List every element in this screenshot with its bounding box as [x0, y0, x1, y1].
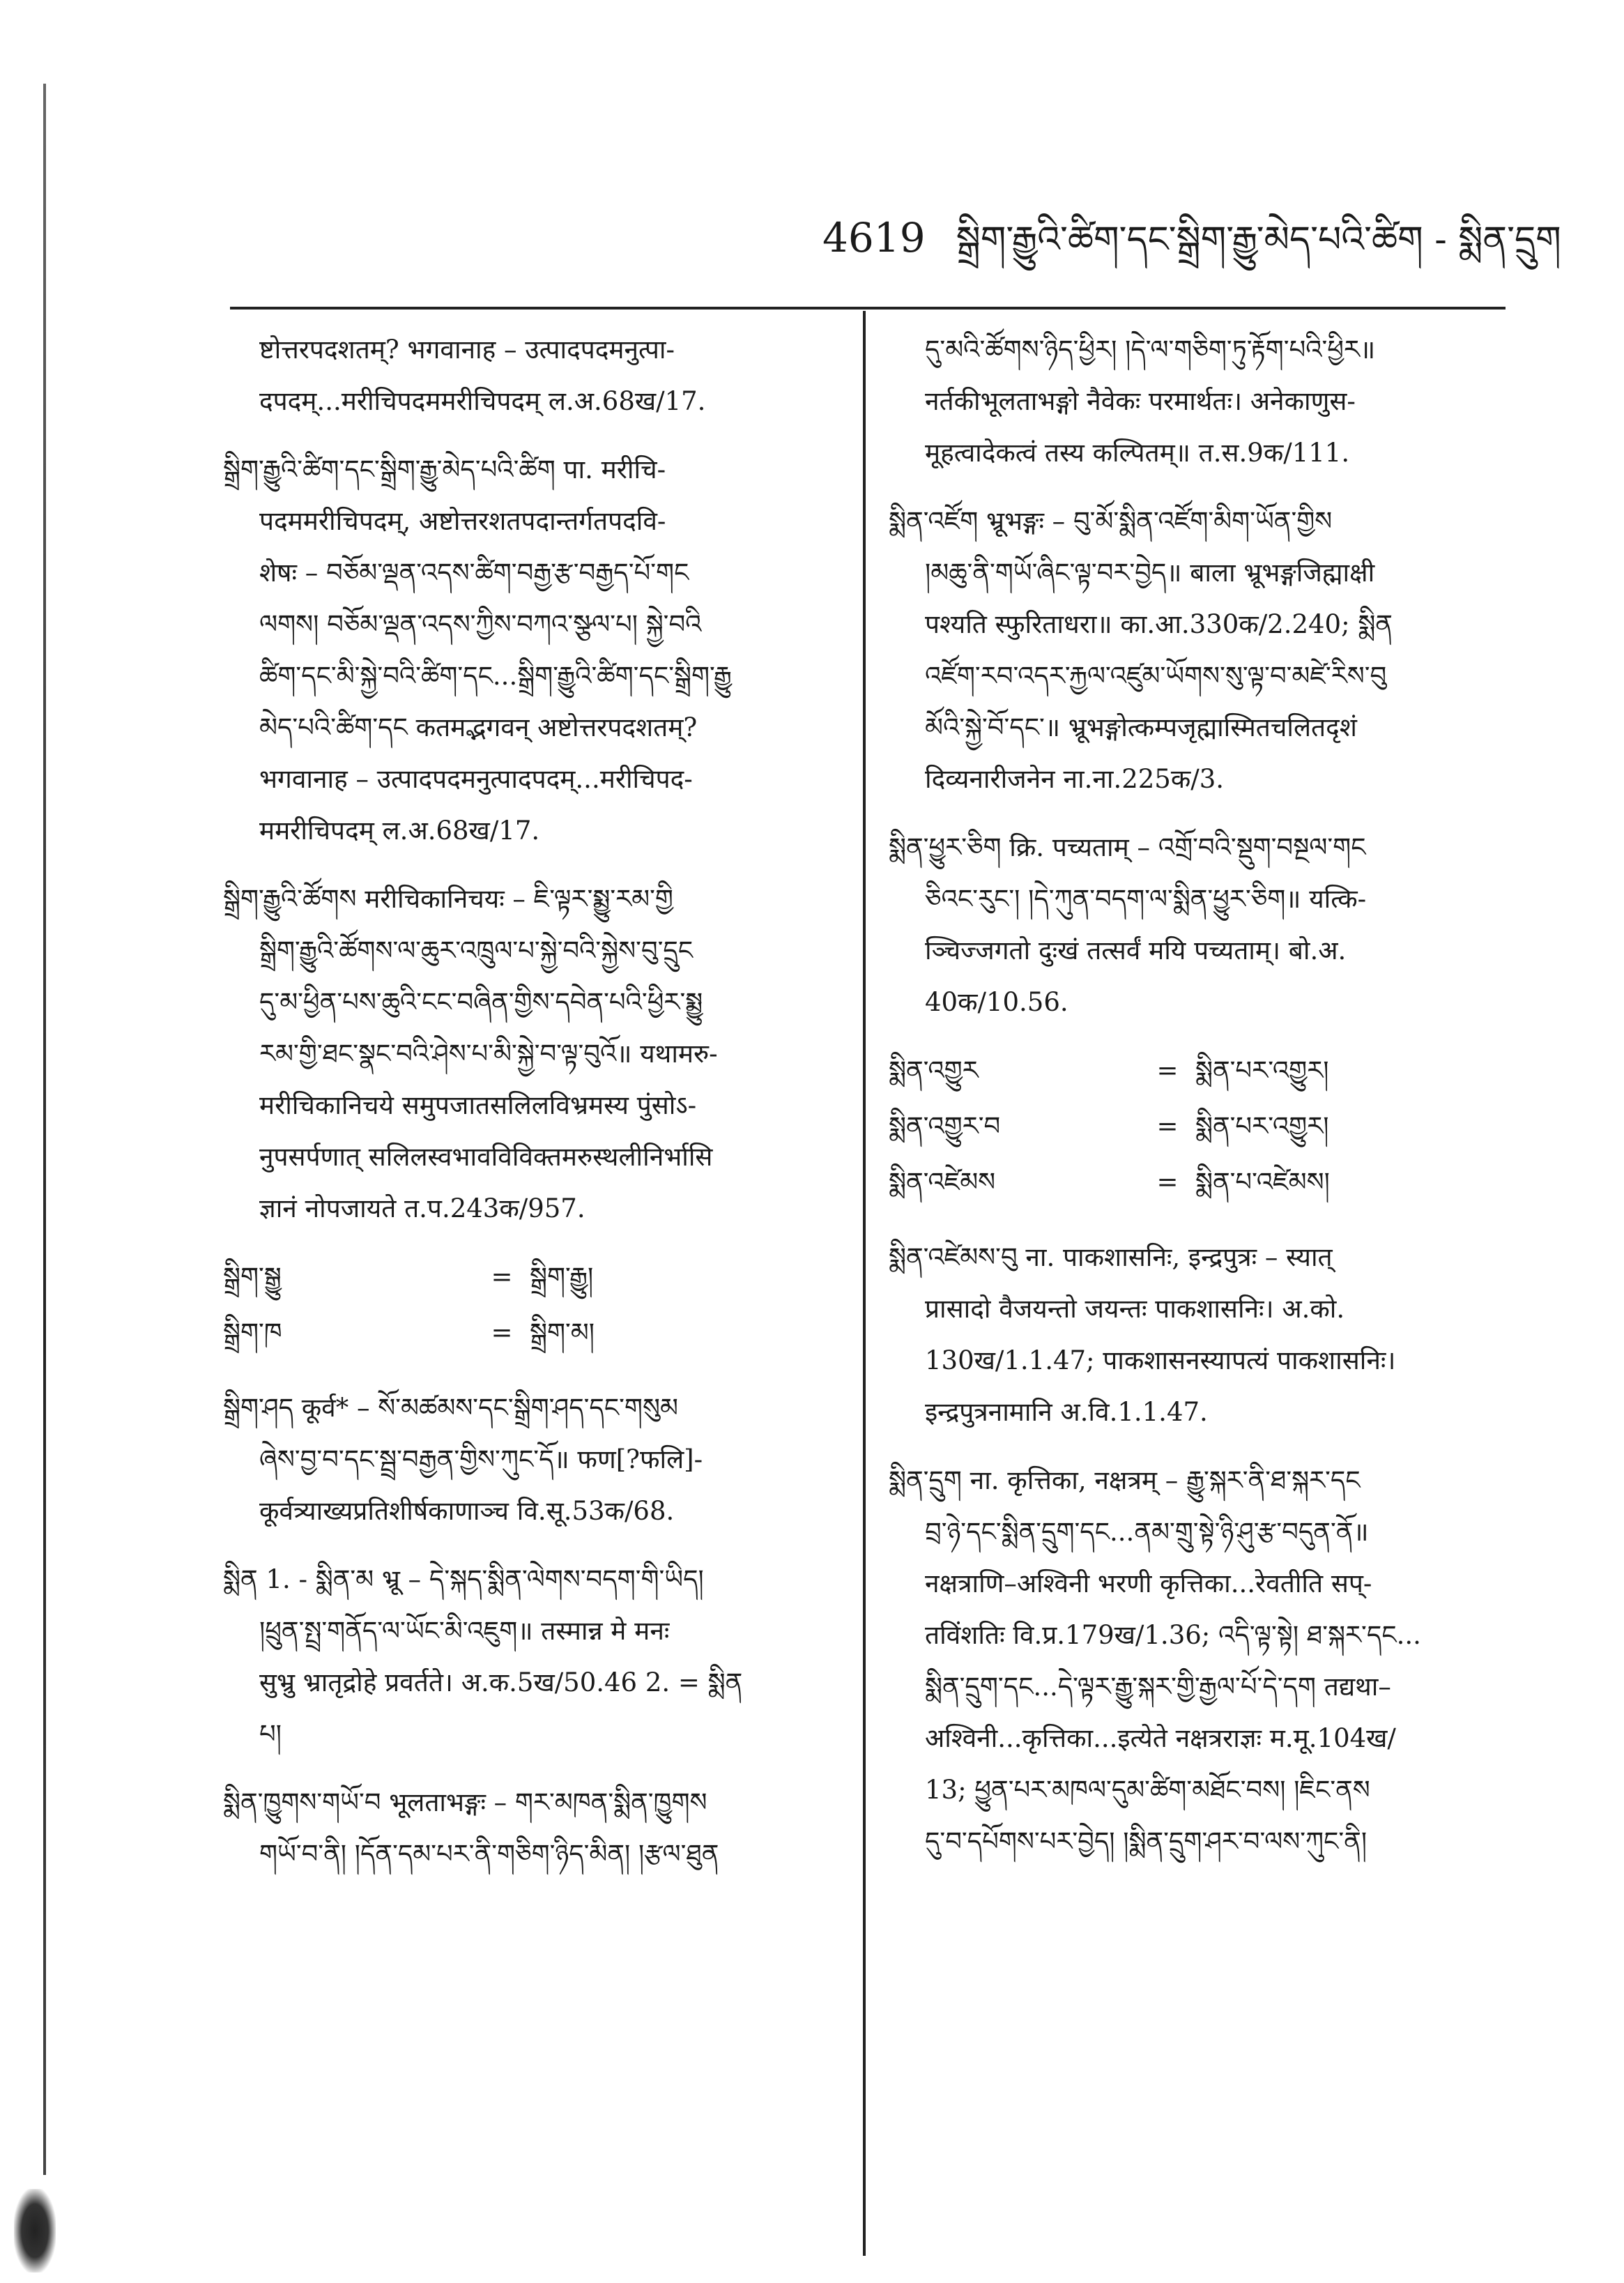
entry-line: 40क/10.56. — [925, 987, 1068, 1017]
entry-headline: སྒྲིག་རྒྱུའི་ཚོགས मरीचिकानिचयः – ཇི་ལྟར་སྨྱུ་རམ་གྱི — [223, 884, 673, 914]
xref-equals: = — [491, 1318, 513, 1347]
entry-headline: སྒྲིག་རྒྱུའི་ཚིག་དང་སྒྲིག་རྒྱུ་མེད་པའི་ཚིག पा. मरीचि- — [223, 455, 666, 484]
entry-headline: སྨིན་ཁྱུགས་གཡོ་བ भूलताभङ्गः – གར་མཁན་སྨིན་ཁྱུགས — [223, 1787, 707, 1817]
entry-line: सुभ्रु भ्रातृद्रोहे प्रवर्तते। अ.क.5ख/50.46 2. = སྨིན — [259, 1667, 743, 1697]
entry-line: तविंशतिः वि.प्र.179ख/1.36; འདི་ལྟ་སྟེ། ཐ་སྐར་དང... — [925, 1620, 1421, 1650]
entry-line: བྲ་ཉེ་དང་སྨིན་དྲུག་དང...ནམ་གྲུ་སྟེ་ཉི་ཤུ་རྩ་བདུན་ནོ॥ — [925, 1517, 1369, 1547]
dictionary-entry — [223, 1777, 840, 1880]
entry-line: मरीचिकानिचये समुपजातसलिलविभ्रमस्य पुंसोऽ- — [259, 1090, 697, 1120]
entry-line: ལགས། བཅོམ་ལྡན་འདས་ཀྱིས་བཀའ་སྩལ་པ། སྐྱེ་བའི — [259, 609, 702, 639]
xref-term: སྒྲིག་སྒྱུ — [223, 1262, 282, 1292]
entry-line: नक्षत्राणि–अश्विनी भरणी कृत्तिका...रेवतीति सप्- — [925, 1568, 1372, 1598]
entry-line: शेषः – བཅོམ་ལྡན་འདས་ཚིག་བརྒྱ་རྩ་བརྒྱད་པོ་གང — [259, 558, 689, 588]
entry-line: །མཆུ་ནི་གཡོ་ཞིང་ལྟ་བར་བྱེད॥ बाला भ्रूभङ्गजिह्माक्षी — [925, 558, 1375, 588]
entry-line: प्रासादो वैजयन्तो जयन्तः पाकशासनिः। अ.को. — [925, 1294, 1345, 1324]
scan-edge-shadow — [43, 84, 46, 2175]
xref-equals: = — [1156, 1111, 1179, 1141]
cross-reference-list — [889, 1045, 1506, 1208]
entry-line: མེད་པའི་ཚིག་དང कतमद्भगवन् अष्टोत्तरपदशतम्? — [259, 712, 698, 742]
dictionary-entry — [889, 822, 1506, 1028]
dictionary-entry — [889, 1232, 1506, 1438]
entry-line: 13; ཕྱུན་པར་མཁལ་དུམ་ཚིག་མཐོང་བས། །ཇིང་ནས — [925, 1775, 1370, 1805]
entry-line: དུ་མ་ཕྱིན་པས་ཆུའི་ངང་བཞིན་གྱིས་དབེན་པའི་ཕྱིར་སྨྱུ — [259, 987, 703, 1017]
entry-headline: སྨིན་འཛེམས་བུ ना. पाकशासनिः, इन्द्रपुत्रः – स्यात् — [889, 1242, 1333, 1272]
entry-line: इन्द्रपुत्रनामानि अ.वि.1.1.47. — [925, 1397, 1208, 1427]
scan-corner-mark — [14, 2189, 56, 2273]
cross-reference-list — [223, 1251, 840, 1359]
xref-term: སྒྲིག་ཁ — [223, 1318, 282, 1347]
xref-target: སྨིན་པར་འགྱུར། — [1195, 1111, 1329, 1141]
cross-reference — [223, 1307, 840, 1359]
entry-line: भगवानाह – उत्पादपदमनुत्पादपदम्...मरीचिपद- — [259, 764, 693, 794]
entry-line: अश्विनी...कृत्तिका...इत्येते नक्षत्रराज्ञः म.मू.104ख/ — [925, 1723, 1396, 1753]
entry-line: པ། — [259, 1719, 282, 1749]
page-number: 4619 — [822, 214, 926, 261]
running-head: སྒྲིག་རྒྱུའི་ཚིག་དང་སྒྲིག་རྒྱུ་མེད་པའི་ཚིག - སྨིན་དྲུག — [956, 219, 1561, 261]
xref-equals: = — [491, 1262, 513, 1292]
entry-line: གཡོ་བ་ནི། །དོན་དམ་པར་ནི་གཅིག་ཉིད་མིན། །རྩལ་ཐུན — [259, 1839, 719, 1869]
entry-line: དུ་བ་དཔོགས་པར་བྱེད། །སྨིན་དྲུག་ཤར་བ་ལས་ཀུང་ནི། — [925, 1826, 1368, 1856]
entry-line: नर्तकीभूलताभङ्गो नैवेकः परमार्थतः। अनेकाणुस- — [925, 386, 1356, 416]
dictionary-entry — [889, 1455, 1506, 1868]
entry-headline: སྨིན་འཛོག भ्रूभङ्गः – བུ་མོ་སྨིན་འཛོག་མིག་ཡོན་གྱིས — [889, 506, 1333, 536]
cross-reference — [889, 1101, 1506, 1152]
entry-line: ཅིའང་རུང་། །དེ་ཀུན་བདག་ལ་སྨིན་ཕྱུར་ཅིག॥ यत्कि- — [925, 884, 1367, 914]
entry-line: མོའི་སྐྱེ་བོ་དང་॥ भ्रूभङ्गोत्कम्पजृह्मास्मितचलितदृशं — [925, 712, 1357, 742]
xref-term: སྨིན་འགྱུར་བ — [889, 1111, 1001, 1141]
xref-term: སྨིན་འགྱུར — [889, 1055, 979, 1085]
right-column — [889, 324, 1506, 1884]
xref-target: སྒྲིག་རྒྱུ། — [530, 1262, 594, 1292]
left-column — [223, 324, 840, 1897]
entry-line: दिव्यनारीजनेन ना.ना.225क/3. — [925, 764, 1225, 794]
entry-headline: སྒྲིག་ཤད कूर्व* – སོ་མཚམས་དང་སྒྲིག་ཤད་དང་གསུམ — [223, 1393, 678, 1423]
xref-target: སྨིན་པར་འགྱུར། — [1195, 1055, 1329, 1085]
dictionary-entry — [223, 444, 840, 857]
entry-line: སྒྲིག་རྒྱུའི་ཚོགས་ལ་ཆུར་འཁྲུལ་པ་སྐྱེ་བའི་སྐྱེས་བུ་དྲུང — [259, 936, 694, 965]
entry-line: ज्ञानं नोपजायते त.प.243क/957. — [259, 1193, 585, 1223]
entry-line: འཛོག་རབ་འདར་རྐྱལ་འཛུམ་ཡོགས་སུ་ལྟ་བ་མཛེ་རིས་བུ — [925, 661, 1387, 691]
entry-headline: སྨིན་ཕྱུར་ཅིག क्रि. पच्यताम् – འགྲོ་བའི་སྡུག་བསྔལ་གང — [889, 832, 1366, 862]
dictionary-entry — [223, 1382, 840, 1537]
entry-continued — [223, 324, 840, 427]
entry-line: 130ख/1.1.47; पाकशासनस्यापत्यं पाकशासनिः। — [925, 1345, 1396, 1375]
entry-line: दपदम्...मरीचिपदममरीचिपदम् ल.अ.68ख/17. — [259, 386, 706, 416]
entry-headline: སྨིན 1. - སྨིན་མ भ्रू – དེ་སྐད་སྨིན་ལེགས་བདག་གི་ཡིད། — [223, 1564, 704, 1594]
entry-line: སྨིན་དྲུག་དང...དེ་ལྟར་རྒྱུ་སྐར་གྱི་རྒྱལ་པོ་དེ་དག तद्यथा– — [925, 1672, 1391, 1702]
xref-equals: = — [1156, 1055, 1179, 1085]
entry-line: རམ་གྱི་ཐང་སྣང་བའི་ཤེས་པ་མི་སྐྱེ་བ་ལྟ་བུའོ॥ यथामरु- — [259, 1039, 718, 1069]
cross-reference — [889, 1045, 1506, 1097]
entry-line: ममरीचिपदम् ल.अ.68ख/17. — [259, 816, 540, 846]
entry-line: དུ་མའི་ཚོགས་ཉིད་ཕྱིར། །དེ་ལ་གཅིག་ཏུ་རྟོག་པའི་ཕྱིར॥ — [925, 335, 1376, 365]
entry-line: मूहत्वादेकत्वं तस्य कल्पितम्॥ त.स.9क/111. — [925, 438, 1350, 468]
entry-line: ष्टोत्तरपदशतम्? भगवानाह – उत्पादपदमनुत्पा- — [259, 335, 675, 365]
entry-line: །ཕྲུན་སྤྲ་གནོད་ལ་ཡོང་མི་འཇུག॥ तस्मान्न मे मनः — [259, 1616, 670, 1646]
dictionary-entry — [223, 873, 840, 1235]
xref-target: སྒྲིག་མ། — [530, 1318, 595, 1347]
page-header — [822, 202, 1561, 261]
xref-target: སྨིན་པ་འཛེམས། — [1195, 1167, 1330, 1197]
entry-line: पदममरीचिपदम्, अष्टोत्तरशतपदान्तर्गतपदवि- — [259, 506, 666, 536]
header-rule — [230, 307, 1506, 310]
entry-line: ञ्चिज्जगतो दुःखं तत्सर्वं मयि पच्यताम्। बो.अ. — [925, 936, 1347, 965]
cross-reference — [223, 1251, 840, 1303]
dictionary-entry — [223, 1554, 840, 1760]
entry-continued — [889, 324, 1506, 479]
cross-reference — [889, 1156, 1506, 1208]
xref-term: སྨིན་འཛེམས — [889, 1167, 996, 1197]
entry-line: ཚིག་དང་མི་སྐྱེ་བའི་ཚིག་དང...སྒྲིག་རྒྱུའི་ཚིག་དང་སྒྲིག་རྒྱུ — [259, 661, 732, 691]
entry-line: ཞེས་བྱ་བ་དང་སྦྲ་བརྒྱན་གྱིས་ཀུང་དོ॥ फण[?फलि]- — [259, 1444, 703, 1474]
dictionary-entry — [889, 496, 1506, 805]
column-divider — [863, 311, 866, 2256]
xref-equals: = — [1156, 1167, 1179, 1197]
entry-line: कूर्वत्र्याख्यप्रतिशीर्षकाणाञ्च वि.सू.53क/68. — [259, 1496, 675, 1526]
entry-line: पश्यति स्फुरिताधरा॥ का.आ.330क/2.240; སྨིན — [925, 609, 1393, 639]
entry-line: नुपसर्पणात् सलिलस्वभावविविक्तमरुस्थलीनिर्भासि — [259, 1142, 713, 1172]
entry-headline: སྨིན་དྲུག ना. कृत्तिका, नक्षत्रम् – རྒྱུ་སྐར་ནི་ཐ་སྐར་དང — [889, 1465, 1361, 1495]
